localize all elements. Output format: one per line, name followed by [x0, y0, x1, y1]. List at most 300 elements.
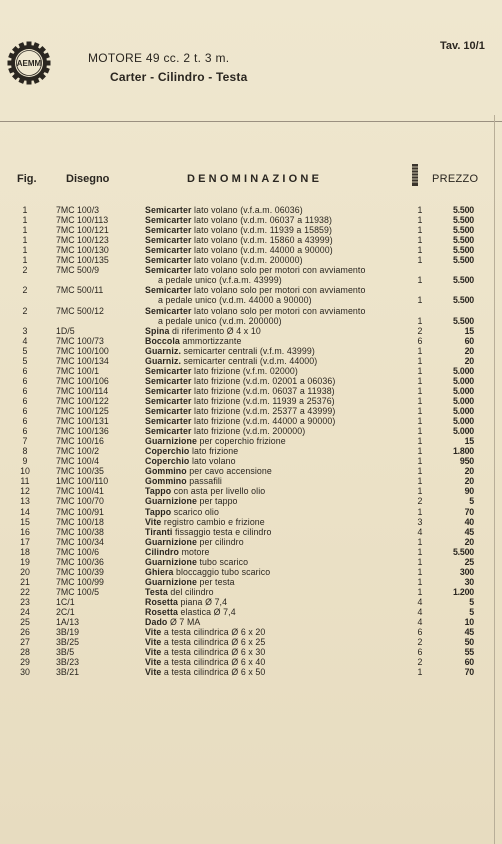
disegno-cell: 7MC 100/123 — [56, 235, 109, 246]
header-divider — [0, 121, 502, 122]
disegno-cell: 7MC 100/125 — [56, 406, 109, 416]
quantity-cell: 4 — [417, 526, 423, 537]
denominazione-cell — [145, 346, 410, 356]
price-cell: 20 — [464, 476, 474, 487]
quantity-cell: 1 — [417, 365, 423, 376]
price-cell: 55 — [464, 647, 474, 658]
denominazione-cell — [145, 617, 410, 627]
price-cell: 5.500 — [452, 215, 474, 226]
part-description: lato frizione — [189, 446, 239, 457]
price-cell: 5.500 — [452, 235, 474, 246]
denominazione-cell — [158, 275, 423, 285]
part-description: semicarter centrali (v.f.m. 43999) — [181, 345, 315, 356]
disegno-cell: 7MC 100/1 — [56, 365, 100, 376]
fig-cell: 6 — [22, 395, 28, 406]
table-row — [0, 386, 502, 396]
quantity-cell: 2 — [417, 325, 423, 336]
table-row — [0, 366, 502, 376]
part-name: Semicarter — [145, 205, 192, 215]
price-cell: 50 — [464, 637, 474, 648]
denominazione-cell — [145, 587, 410, 597]
price-cell: 5.000 — [452, 426, 474, 437]
disegno-cell: 7MC 100/121 — [56, 225, 109, 236]
part-name: Semicarter — [145, 375, 192, 386]
table-row — [0, 577, 502, 587]
quantity-cell: 1 — [417, 456, 423, 467]
part-name: Guarnizione — [145, 436, 197, 447]
part-name: Gommino — [145, 466, 187, 477]
disegno-cell: 7MC 100/106 — [56, 375, 109, 386]
table-row — [0, 376, 502, 386]
denominazione-cell — [145, 597, 410, 607]
denominazione-cell — [145, 396, 410, 406]
part-description: Ø 7 MA — [167, 617, 201, 628]
table-row — [0, 466, 502, 476]
table-row — [0, 416, 502, 426]
part-name: Vite — [145, 637, 162, 648]
fig-cell: 25 — [20, 617, 30, 628]
fig-cell: 6 — [22, 406, 28, 416]
fig-cell: 6 — [22, 426, 28, 437]
price-cell: 1.200 — [452, 586, 474, 597]
fig-cell: 5 — [22, 345, 28, 356]
table-row — [0, 537, 502, 547]
fig-cell: 30 — [20, 667, 30, 678]
quantity-cell: 1 — [417, 586, 423, 597]
part-description: con asta per livello olio — [171, 486, 266, 497]
price-cell: 5.500 — [452, 275, 474, 286]
disegno-cell: 7MC 100/100 — [56, 345, 109, 356]
table-row — [0, 265, 502, 275]
denominazione-cell — [145, 255, 410, 265]
fig-cell: 19 — [20, 556, 30, 567]
price-cell: 20 — [464, 536, 474, 547]
table-row — [0, 486, 502, 496]
part-description: elastica Ø 7,4 — [177, 607, 236, 617]
quantity-cell: 1 — [417, 315, 423, 326]
denominazione-cell — [145, 306, 410, 316]
price-cell: 60 — [464, 657, 474, 668]
price-cell: 1.800 — [452, 446, 474, 457]
price-cell: 70 — [464, 506, 474, 517]
column-header-disegno: Disegno — [66, 173, 110, 185]
disegno-cell: 1C/1 — [56, 596, 75, 607]
disegno-cell: 7MC 100/73 — [56, 335, 104, 346]
part-name: Rosetta — [145, 607, 178, 617]
table-row — [0, 215, 502, 225]
price-cell: 20 — [464, 466, 474, 477]
part-description: per testa — [196, 576, 235, 587]
part-name: Gommino — [145, 476, 187, 487]
part-name: Semicarter — [145, 406, 192, 416]
quantity-cell: 6 — [417, 647, 423, 658]
quantity-cell: 1 — [417, 235, 423, 246]
table-reference: Tav. 10/1 — [440, 40, 485, 52]
part-name: Semicarter — [145, 426, 192, 437]
part-description: lato volano (v.d.m. 11939 a 15859) — [191, 225, 333, 236]
quantity-cell: 1 — [417, 355, 423, 366]
denominazione-cell — [145, 657, 410, 667]
fig-cell: 1 — [22, 205, 28, 215]
quantity-cell: 1 — [417, 536, 423, 547]
table-row — [0, 647, 502, 657]
price-cell: 60 — [464, 335, 474, 346]
part-name: Semicarter — [145, 365, 192, 376]
part-name: Guarnizione — [145, 496, 197, 507]
part-description: lato frizione (v.d.m. 06037 a 11938) — [191, 385, 335, 396]
quantity-cell: 1 — [417, 426, 423, 437]
table-row — [0, 587, 502, 597]
denominazione-cell — [145, 265, 410, 275]
page-subtitle: Carter - Cilindro - Testa — [110, 70, 248, 84]
price-cell: 25 — [464, 556, 474, 567]
part-description: a testa cilindrica Ø 6 x 30 — [161, 647, 266, 658]
part-name: Ghiera — [145, 566, 174, 577]
quantity-cell: 1 — [417, 255, 423, 266]
disegno-cell: 7MC 100/34 — [56, 536, 104, 547]
part-name: Testa — [145, 586, 168, 597]
part-name: Guarnizione — [145, 556, 197, 567]
fig-cell: 1 — [22, 255, 28, 266]
disegno-cell: 7MC 100/36 — [56, 556, 104, 567]
quantity-cell: 1 — [417, 245, 423, 256]
part-name: Semicarter — [145, 225, 192, 236]
price-cell: 5.500 — [452, 205, 474, 215]
denominazione-cell — [145, 537, 410, 547]
disegno-cell: 7MC 100/136 — [56, 426, 109, 437]
denominazione-cell — [145, 386, 410, 396]
part-description: lato frizione (v.f.m. 02000) — [191, 365, 298, 376]
denominazione-cell — [145, 607, 410, 617]
part-name: Semicarter — [145, 255, 192, 266]
quantity-cell: 1 — [417, 215, 423, 226]
disegno-cell: 1A/13 — [56, 617, 79, 628]
fig-cell: 3 — [22, 325, 28, 336]
disegno-cell: 7MC 100/4 — [56, 456, 100, 467]
denominazione-cell — [145, 245, 410, 255]
part-description: lato volano solo per motori con avviamento — [191, 285, 366, 296]
quantity-cell: 1 — [417, 385, 423, 396]
fig-cell: 28 — [20, 647, 30, 658]
quantity-cell: 1 — [417, 566, 423, 577]
table-row — [0, 607, 502, 617]
denominazione-cell — [145, 376, 410, 386]
table-row — [0, 205, 502, 215]
part-name: Cilindro — [145, 546, 180, 557]
part-description: a testa cilindrica Ø 6 x 40 — [161, 657, 266, 668]
fig-cell: 7 — [22, 436, 28, 447]
fig-cell: 21 — [20, 576, 30, 587]
table-row — [0, 235, 502, 245]
price-cell: 950 — [459, 456, 474, 467]
part-name: Guarnizione — [145, 576, 197, 587]
table-row — [0, 456, 502, 466]
part-description: piana Ø 7,4 — [177, 596, 228, 607]
disegno-cell: 7MC 100/6 — [56, 546, 100, 557]
fig-cell: 23 — [20, 596, 30, 607]
part-description: lato frizione (v.d.m. 11939 a 25376) — [191, 395, 335, 406]
denominazione-cell — [145, 336, 410, 346]
table-row — [0, 637, 502, 647]
logo-text: AEMM — [16, 59, 42, 68]
disegno-cell: 7MC 100/99 — [56, 576, 104, 587]
part-description: a pedale unico (v.f.a.m. 43999) — [158, 275, 282, 286]
part-name: Semicarter — [145, 265, 192, 276]
price-cell: 5.000 — [452, 416, 474, 427]
part-name: Semicarter — [145, 215, 192, 226]
table-row — [0, 597, 502, 607]
part-name: Tappo — [145, 486, 172, 497]
part-description: lato volano (v.d.m. 44000 a 90000) — [191, 245, 333, 256]
price-cell: 5.000 — [452, 365, 474, 376]
denominazione-cell — [145, 557, 410, 567]
part-description: lato frizione (v.d.m. 25377 a 43999) — [191, 406, 336, 416]
fig-cell: 18 — [20, 546, 30, 557]
denominazione-cell — [145, 496, 410, 506]
denominazione-cell — [145, 215, 410, 225]
part-name: Vite — [145, 657, 162, 668]
denominazione-cell — [145, 567, 410, 577]
part-description: lato volano solo per motori con avviamento — [191, 265, 366, 276]
part-description: passafili — [186, 476, 222, 487]
disegno-cell: 7MC 100/5 — [56, 586, 100, 597]
disegno-cell: 7MC 100/134 — [56, 355, 109, 366]
fig-cell: 17 — [20, 536, 30, 547]
denominazione-cell — [145, 235, 410, 245]
price-cell: 5 — [469, 607, 474, 617]
denominazione-cell — [158, 295, 423, 305]
denominazione-cell — [145, 446, 410, 456]
fig-cell: 11 — [20, 476, 30, 487]
quantity-cell: 1 — [417, 576, 423, 587]
part-description: bloccaggio tubo scarico — [173, 566, 271, 577]
part-name: Tiranti — [145, 526, 173, 537]
part-description: per tappo — [196, 496, 238, 507]
table-row — [0, 567, 502, 577]
disegno-cell: 3B/5 — [56, 647, 75, 658]
denominazione-cell — [145, 627, 410, 637]
part-description: a testa cilindrica Ø 6 x 20 — [161, 627, 266, 638]
part-name: Boccola — [145, 335, 180, 346]
part-name: Semicarter — [145, 245, 192, 256]
part-name: Tappo — [145, 506, 172, 517]
part-description: lato volano — [189, 456, 236, 467]
part-name: Dado — [145, 617, 168, 628]
denominazione-cell — [145, 366, 410, 376]
price-cell: 20 — [464, 355, 474, 366]
quantity-cell: 1 — [417, 375, 423, 386]
part-description: del cilindro — [167, 586, 214, 597]
fig-cell: 4 — [22, 335, 28, 346]
part-name: Vite — [145, 667, 162, 678]
quantity-cell: 1 — [417, 436, 423, 447]
part-name: Semicarter — [145, 285, 192, 296]
fig-cell: 2 — [22, 285, 28, 296]
price-cell: 30 — [464, 576, 474, 587]
table-row — [0, 306, 502, 316]
quantity-cell: 4 — [417, 596, 423, 607]
part-description: per cavo accensione — [186, 466, 272, 477]
table-row — [0, 627, 502, 637]
fig-cell: 5 — [22, 355, 28, 366]
table-row — [0, 667, 502, 677]
table-row — [0, 316, 502, 326]
quantity-cell: 3 — [417, 516, 423, 527]
denominazione-cell — [145, 517, 410, 527]
fig-cell: 20 — [20, 566, 30, 577]
quantity-cell: 1 — [417, 295, 423, 306]
column-header-fig: Fig. — [17, 173, 37, 185]
price-cell: 45 — [464, 526, 474, 537]
disegno-cell: 7MC 100/113 — [56, 215, 109, 226]
table-row — [0, 356, 502, 366]
table-row — [0, 496, 502, 506]
part-description: a testa cilindrica Ø 6 x 50 — [161, 667, 266, 678]
fig-cell: 6 — [22, 385, 28, 396]
part-name: Vite — [145, 516, 162, 527]
page-title: MOTORE 49 cc. 2 t. 3 m. — [88, 51, 230, 65]
denominazione-cell — [145, 406, 410, 416]
part-name: Semicarter — [145, 385, 192, 396]
price-cell: 20 — [464, 345, 474, 356]
denominazione-cell — [145, 356, 410, 366]
part-description: lato volano (v.d.m. 15860 a 43999) — [191, 235, 333, 246]
disegno-cell: 2C/1 — [56, 607, 75, 617]
price-cell: 15 — [464, 325, 474, 336]
table-row — [0, 547, 502, 557]
part-description: tubo scarico — [196, 556, 249, 567]
quantity-cell: 2 — [417, 637, 423, 648]
disegno-cell: 7MC 500/12 — [56, 305, 104, 316]
disegno-cell: 7MC 100/39 — [56, 566, 104, 577]
quantity-cell: 6 — [417, 335, 423, 346]
part-description: registro cambio e frizione — [161, 516, 265, 527]
disegno-cell: 7MC 100/135 — [56, 255, 109, 266]
fig-cell: 15 — [20, 516, 30, 527]
disegno-cell: 7MC 100/130 — [56, 245, 109, 256]
quantity-cell: 1 — [417, 225, 423, 236]
price-cell: 5.500 — [452, 295, 474, 306]
price-cell: 70 — [464, 667, 474, 678]
price-cell: 5.500 — [452, 546, 474, 557]
fig-cell: 9 — [22, 456, 28, 467]
quantity-cell: 1 — [417, 667, 423, 678]
disegno-cell: 7MC 100/16 — [56, 436, 104, 447]
part-name: Spina — [145, 325, 170, 336]
quantity-cell: 1 — [417, 466, 423, 477]
part-description: lato frizione (v.d.m. 44000 a 90000) — [191, 416, 336, 427]
table-row — [0, 396, 502, 406]
denominazione-cell — [145, 527, 410, 537]
fig-cell: 6 — [22, 375, 28, 386]
part-description: per coperchio frizione — [196, 436, 286, 447]
part-description: per cilindro — [196, 536, 244, 547]
denominazione-cell — [158, 316, 423, 326]
denominazione-cell — [145, 507, 410, 517]
price-cell: 5.000 — [452, 395, 474, 406]
denominazione-cell — [145, 225, 410, 235]
part-description: lato frizione (v.d.m. 02001 a 06036) — [191, 375, 336, 386]
disegno-cell: 7MC 100/3 — [56, 205, 100, 215]
denominazione-cell — [145, 466, 410, 476]
table-row — [0, 517, 502, 527]
table-row — [0, 476, 502, 486]
fig-cell: 10 — [20, 466, 30, 477]
part-name: Guarniz. — [145, 345, 181, 356]
denominazione-cell — [145, 547, 410, 557]
quantity-cell: 1 — [417, 395, 423, 406]
denominazione-cell — [145, 456, 410, 466]
quantity-cell: 1 — [417, 416, 423, 427]
fig-cell: 1 — [22, 215, 28, 226]
quantity-cell: 1 — [417, 506, 423, 517]
part-name: Coperchio — [145, 456, 190, 467]
price-cell: 5 — [469, 496, 474, 507]
part-name: Semicarter — [145, 416, 192, 427]
price-cell: 5.000 — [452, 375, 474, 386]
disegno-cell: 3B/25 — [56, 637, 79, 648]
table-row — [0, 326, 502, 336]
part-name: Vite — [145, 627, 162, 638]
denominazione-cell — [145, 667, 410, 677]
table-row — [0, 285, 502, 295]
denominazione-cell — [145, 426, 410, 436]
table-row — [0, 336, 502, 346]
table-row — [0, 426, 502, 436]
denominazione-cell — [145, 637, 410, 647]
part-name: Semicarter — [145, 305, 192, 316]
table-row — [0, 446, 502, 456]
part-description: a pedale unico (v.d.m. 200000) — [158, 315, 282, 326]
fig-cell: 1 — [22, 225, 28, 236]
table-row — [0, 225, 502, 235]
part-description: di riferimento Ø 4 x 10 — [169, 325, 261, 336]
quantity-cell: 1 — [417, 446, 423, 457]
disegno-cell: 7MC 100/114 — [56, 385, 109, 396]
table-row — [0, 245, 502, 255]
price-cell: 5.500 — [452, 225, 474, 236]
part-description: lato volano (v.d.m. 06037 a 11938) — [191, 215, 333, 226]
part-description: scarico olio — [171, 506, 219, 517]
disegno-cell: 7MC 500/11 — [56, 285, 104, 296]
denominazione-cell — [145, 486, 410, 496]
fig-cell: 26 — [20, 627, 30, 638]
table-row — [0, 617, 502, 627]
price-cell: 10 — [464, 617, 474, 628]
part-description: lato volano solo per motori con avviamento — [191, 305, 366, 316]
disegno-cell: 7MC 100/131 — [56, 416, 109, 427]
quantity-cell: 1 — [417, 345, 423, 356]
part-description: ammortizzante — [179, 335, 242, 346]
disegno-cell: 7MC 100/18 — [56, 516, 104, 527]
price-cell: 90 — [464, 486, 474, 497]
price-cell: 5 — [469, 596, 474, 607]
fig-cell: 27 — [20, 637, 30, 648]
part-name: Coperchio — [145, 446, 190, 457]
part-name: Guarniz. — [145, 355, 181, 366]
price-cell: 5.500 — [452, 255, 474, 266]
fig-cell: 14 — [20, 506, 30, 517]
quantity-column-icon — [412, 164, 418, 186]
price-cell: 5.000 — [452, 385, 474, 396]
price-cell: 40 — [464, 516, 474, 527]
part-description: a pedale unico (v.d.m. 44000 a 90000) — [158, 295, 312, 306]
part-description: lato volano (v.d.m. 200000) — [191, 255, 303, 266]
column-header-denominazione: DENOMINAZIONE — [187, 173, 323, 185]
part-name: Semicarter — [145, 395, 192, 406]
fig-cell: 24 — [20, 607, 30, 617]
quantity-cell: 4 — [417, 617, 423, 628]
